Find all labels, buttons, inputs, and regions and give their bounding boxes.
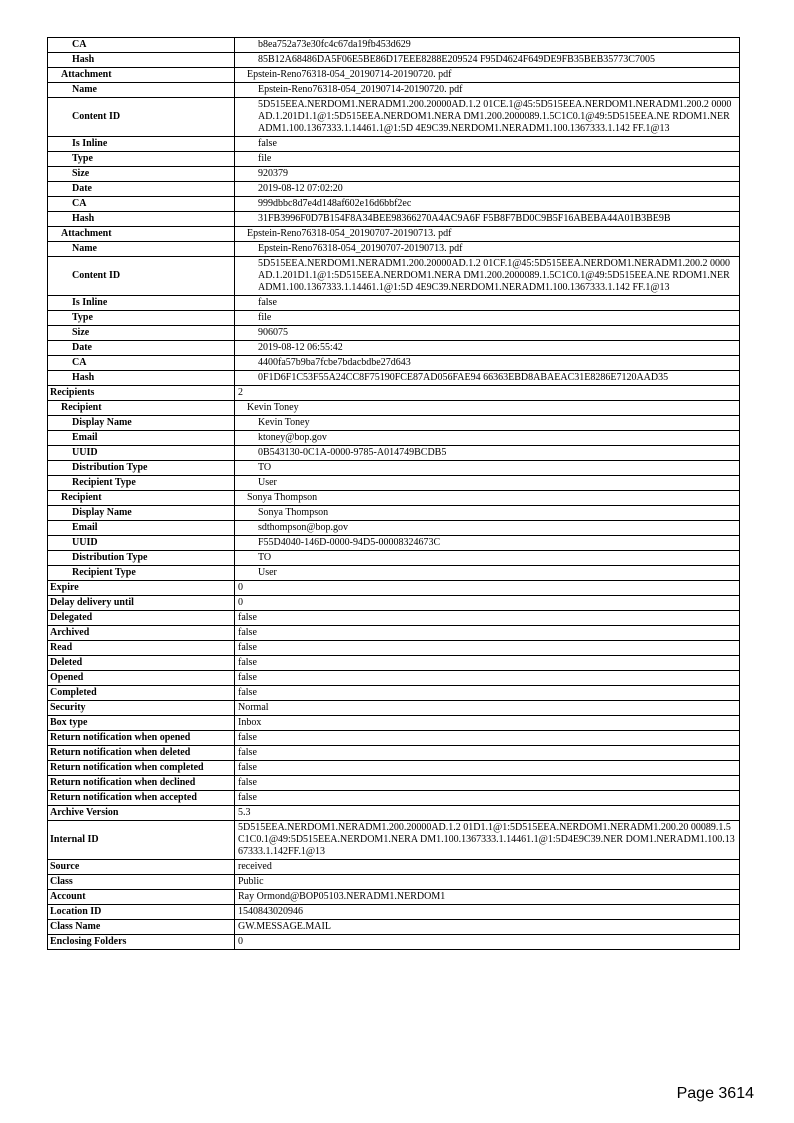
property-value: 0 xyxy=(235,581,740,596)
property-value: Normal xyxy=(235,701,740,716)
property-row xyxy=(48,461,740,476)
property-label: Content ID xyxy=(48,98,235,137)
property-label: Return notification when declined xyxy=(48,776,235,791)
property-label: Source xyxy=(48,860,235,875)
property-row xyxy=(48,776,740,791)
property-value: 5.3 xyxy=(235,806,740,821)
property-label: Size xyxy=(48,167,235,182)
property-label: Recipients xyxy=(48,386,235,401)
property-value: Ray Ormond@BOP05103.NERADM1.NERDOM1 xyxy=(235,890,740,905)
property-label: Archive Version xyxy=(48,806,235,821)
property-value: b8ea752a73e30fc4c67da19fb453d629 xyxy=(235,38,740,53)
property-value: User xyxy=(235,566,740,581)
property-value: Public xyxy=(235,875,740,890)
property-row xyxy=(48,386,740,401)
property-value: Epstein-Reno76318-054_20190707-20190713. pdf xyxy=(235,227,740,242)
property-label: Hash xyxy=(48,212,235,227)
property-label: Read xyxy=(48,641,235,656)
property-value: Inbox xyxy=(235,716,740,731)
property-row xyxy=(48,611,740,626)
property-label: Email xyxy=(48,431,235,446)
property-row xyxy=(48,68,740,83)
property-value: Epstein-Reno76318-054_20190714-20190720. pdf xyxy=(235,83,740,98)
property-value: GW.MESSAGE.MAIL xyxy=(235,920,740,935)
property-row xyxy=(48,920,740,935)
property-row xyxy=(48,875,740,890)
property-value: false xyxy=(235,137,740,152)
property-label: UUID xyxy=(48,446,235,461)
property-row xyxy=(48,701,740,716)
property-label: Email xyxy=(48,521,235,536)
property-row xyxy=(48,431,740,446)
property-value: file xyxy=(235,311,740,326)
property-row xyxy=(48,791,740,806)
property-value: 0 xyxy=(235,935,740,950)
property-value: TO xyxy=(235,551,740,566)
property-row xyxy=(48,536,740,551)
property-label: CA xyxy=(48,38,235,53)
property-row xyxy=(48,476,740,491)
property-row xyxy=(48,356,740,371)
property-row xyxy=(48,341,740,356)
property-label: Security xyxy=(48,701,235,716)
property-row xyxy=(48,731,740,746)
property-row xyxy=(48,227,740,242)
property-label: Internal ID xyxy=(48,821,235,860)
property-row xyxy=(48,806,740,821)
property-label: Name xyxy=(48,83,235,98)
property-label: Type xyxy=(48,311,235,326)
property-label: Size xyxy=(48,326,235,341)
property-value: Epstein-Reno76318-054_20190714-20190720. pdf xyxy=(235,68,740,83)
property-row xyxy=(48,326,740,341)
property-row xyxy=(48,761,740,776)
property-label: Type xyxy=(48,152,235,167)
property-row xyxy=(48,311,740,326)
property-label: Date xyxy=(48,182,235,197)
property-row xyxy=(48,641,740,656)
property-row xyxy=(48,38,740,53)
property-label: Class Name xyxy=(48,920,235,935)
property-label: Display Name xyxy=(48,506,235,521)
property-value: sdthompson@bop.gov xyxy=(235,521,740,536)
property-label: Date xyxy=(48,341,235,356)
property-label: Recipient xyxy=(48,491,235,506)
property-label: Distribution Type xyxy=(48,551,235,566)
property-value: false xyxy=(235,686,740,701)
property-label: Enclosing Folders xyxy=(48,935,235,950)
property-row xyxy=(48,860,740,875)
property-label: Expire xyxy=(48,581,235,596)
property-value: 1540843020946 xyxy=(235,905,740,920)
property-row xyxy=(48,551,740,566)
property-label: Return notification when accepted xyxy=(48,791,235,806)
property-row xyxy=(48,446,740,461)
property-value: 5D515EEA.NERDOM1.NERADM1.200.20000AD.1.2 01CE.1@45:5D515EEA.NERDOM1.NERADM1.200.2 0000AD.1.201D1.1@1:5D515EEA.NERDOM1.NERA DM1.200.2000089.1.5C1C0.1@49:5D515EEA.NE RDOM1.NERADM1.100.1367333.1.14461.1@1:5D 4E9C39.NERDOM1.NERADM1.100.1367333.1.142 FF.1@13 xyxy=(235,98,740,137)
property-label: Delegated xyxy=(48,611,235,626)
property-label: Return notification when opened xyxy=(48,731,235,746)
property-row xyxy=(48,746,740,761)
property-label: Delay delivery until xyxy=(48,596,235,611)
property-label: UUID xyxy=(48,536,235,551)
property-value: 31FB3996F0D7B154F8A34BEE98366270A4AC9A6F F5B8F7BD0C9B5F16ABEBA44A01B3BE9B xyxy=(235,212,740,227)
property-label: Hash xyxy=(48,53,235,68)
property-row xyxy=(48,596,740,611)
property-value: Epstein-Reno76318-054_20190707-20190713. pdf xyxy=(235,242,740,257)
property-value: 2 xyxy=(235,386,740,401)
property-label: Hash xyxy=(48,371,235,386)
property-value: false xyxy=(235,611,740,626)
property-value: 999dbbc8d7e4d148af602e16d6bbf2ec xyxy=(235,197,740,212)
property-label: CA xyxy=(48,356,235,371)
property-label: Display Name xyxy=(48,416,235,431)
property-row xyxy=(48,521,740,536)
property-label: Opened xyxy=(48,671,235,686)
property-row xyxy=(48,491,740,506)
property-label: Return notification when completed xyxy=(48,761,235,776)
property-label: Is Inline xyxy=(48,137,235,152)
property-value: 0F1D6F1C53F55A24CC8F75190FCE87AD056FAE94 66363EBD8ABAEAC31E8286E7120AAD35 xyxy=(235,371,740,386)
property-value: false xyxy=(235,746,740,761)
property-row xyxy=(48,167,740,182)
property-value: Sonya Thompson xyxy=(235,491,740,506)
property-row xyxy=(48,821,740,860)
message-properties-table xyxy=(47,37,740,950)
property-value: TO xyxy=(235,461,740,476)
property-row xyxy=(48,53,740,68)
property-value: 2019-08-12 07:02:20 xyxy=(235,182,740,197)
property-value: false xyxy=(235,626,740,641)
property-label: Return notification when deleted xyxy=(48,746,235,761)
property-row xyxy=(48,83,740,98)
property-row xyxy=(48,716,740,731)
property-label: Box type xyxy=(48,716,235,731)
property-row xyxy=(48,626,740,641)
property-label: Is Inline xyxy=(48,296,235,311)
property-value: Sonya Thompson xyxy=(235,506,740,521)
property-label: Class xyxy=(48,875,235,890)
property-label: Attachment xyxy=(48,227,235,242)
property-row xyxy=(48,98,740,137)
property-row xyxy=(48,566,740,581)
property-row xyxy=(48,686,740,701)
property-label: CA xyxy=(48,197,235,212)
property-row xyxy=(48,890,740,905)
property-value: 4400fa57b9ba7fcbe7bdacbdbe27d643 xyxy=(235,356,740,371)
property-value: file xyxy=(235,152,740,167)
property-value: received xyxy=(235,860,740,875)
property-value: 5D515EEA.NERDOM1.NERADM1.200.20000AD.1.2 01D1.1@1:5D515EEA.NERDOM1.NERADM1.200.20 00089.1.5C1C0.1@49:5D515EEA.NERDOM1.NERA DM1.100.1367333.1.14461.1@1:5D4E9C39.NER DOM1.NERADM1.100.1367333.1.142FF.1@13 xyxy=(235,821,740,860)
property-label: Recipient Type xyxy=(48,476,235,491)
property-label: Account xyxy=(48,890,235,905)
property-label: Recipient Type xyxy=(48,566,235,581)
property-value: Kevin Toney xyxy=(235,401,740,416)
property-label: Recipient xyxy=(48,401,235,416)
property-value: User xyxy=(235,476,740,491)
property-value: false xyxy=(235,671,740,686)
property-row xyxy=(48,212,740,227)
property-value: false xyxy=(235,656,740,671)
property-row xyxy=(48,296,740,311)
page-number: Page 3614 xyxy=(676,1085,754,1102)
property-row xyxy=(48,152,740,167)
property-value: false xyxy=(235,776,740,791)
property-value: false xyxy=(235,761,740,776)
property-row xyxy=(48,371,740,386)
property-value: 2019-08-12 06:55:42 xyxy=(235,341,740,356)
property-label: Name xyxy=(48,242,235,257)
property-label: Deleted xyxy=(48,656,235,671)
property-label: Archived xyxy=(48,626,235,641)
property-value: F55D4040-146D-0000-94D5-00008324673C xyxy=(235,536,740,551)
property-label: Content ID xyxy=(48,257,235,296)
message-properties-body xyxy=(48,38,740,950)
property-value: Kevin Toney xyxy=(235,416,740,431)
property-row xyxy=(48,935,740,950)
property-value: 920379 xyxy=(235,167,740,182)
property-row xyxy=(48,656,740,671)
property-label: Distribution Type xyxy=(48,461,235,476)
property-value: 85B12A68486DA5F06E5BE86D17EEE8288E209524 F95D4624F649DE9FB35BEB35773C7005 xyxy=(235,53,740,68)
property-row xyxy=(48,242,740,257)
property-row xyxy=(48,671,740,686)
property-row xyxy=(48,581,740,596)
property-row xyxy=(48,257,740,296)
property-label: Completed xyxy=(48,686,235,701)
property-label: Location ID xyxy=(48,905,235,920)
property-value: false xyxy=(235,641,740,656)
property-row xyxy=(48,197,740,212)
property-value: 0 xyxy=(235,596,740,611)
property-row xyxy=(48,506,740,521)
property-row xyxy=(48,182,740,197)
property-value: ktoney@bop.gov xyxy=(235,431,740,446)
property-value: 906075 xyxy=(235,326,740,341)
property-row xyxy=(48,137,740,152)
property-row xyxy=(48,905,740,920)
property-value: 0B543130-0C1A-0000-9785-A014749BCDB5 xyxy=(235,446,740,461)
property-row xyxy=(48,401,740,416)
property-value: false xyxy=(235,731,740,746)
property-value: false xyxy=(235,791,740,806)
property-value: 5D515EEA.NERDOM1.NERADM1.200.20000AD.1.2 01CF.1@45:5D515EEA.NERDOM1.NERADM1.200.2 0000AD.1.201D1.1@1:5D515EEA.NERDOM1.NERA DM1.200.2000089.1.5C1C0.1@49:5D515EEA.NE RDOM1.NERADM1.100.1367333.1.14461.1@1:5D 4E9C39.NERDOM1.NERADM1.100.1367333.1.142 FF.1@13 xyxy=(235,257,740,296)
property-row xyxy=(48,416,740,431)
property-value: false xyxy=(235,296,740,311)
property-label: Attachment xyxy=(48,68,235,83)
